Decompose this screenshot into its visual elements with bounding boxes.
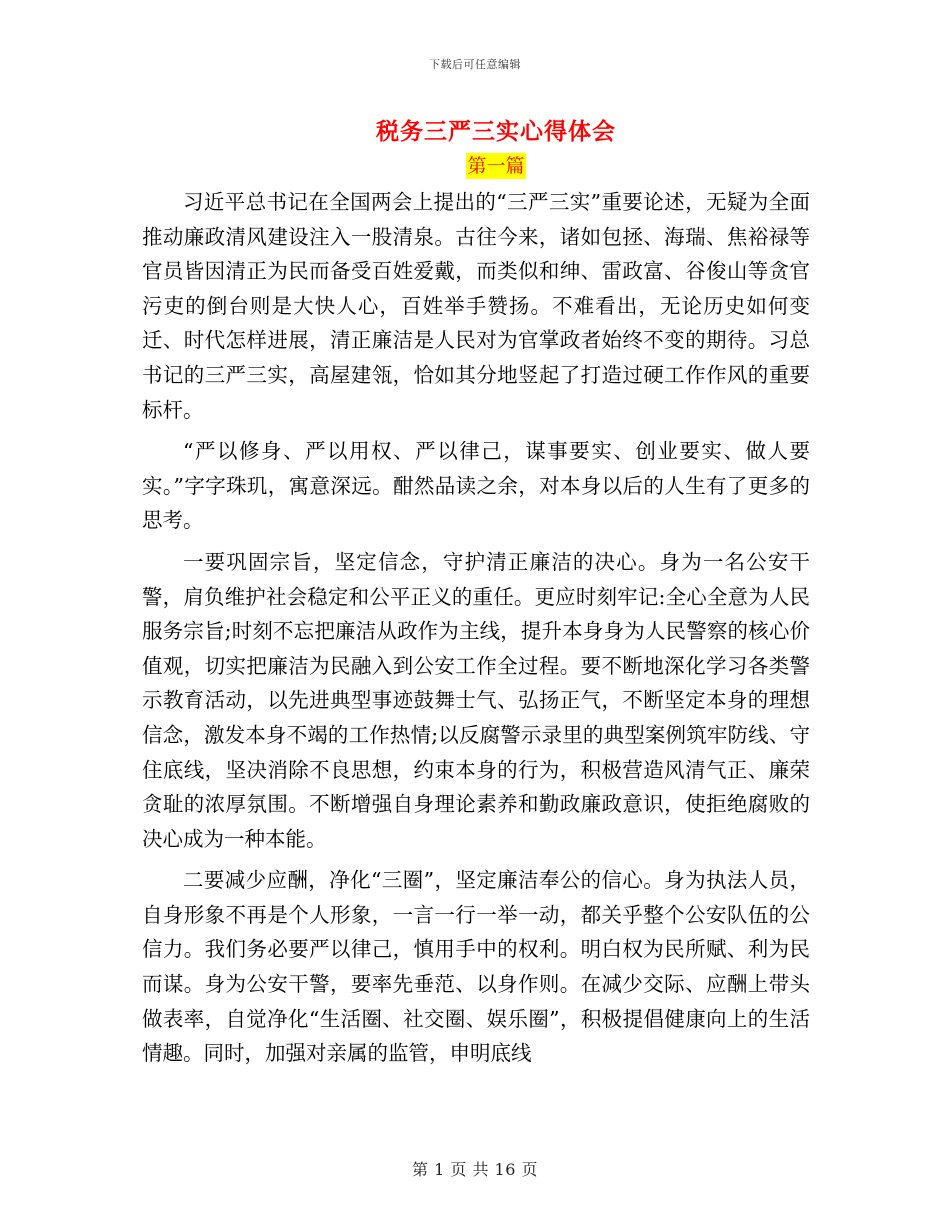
paragraph-2: “严以修身、严以用权、严以律己，谋事要实、创业要实、做人要实。”字字珠玑，寓意深远。酣然品读之余，对本身以后的人生有了更多的思考。 (142, 439, 810, 533)
header-note: 下载后可任意编辑 (429, 58, 521, 71)
document-title: 税务三严三实心得体会 (376, 118, 616, 145)
section-heading-wrap (0, 153, 950, 179)
paragraph-1: 习近平总书记在全国两会上提出的“三严三实”重要论述，无疑为全面推动廉政清风建设注入一股清泉。古往今来，诸如包拯、海瑞、焦裕禄等官员皆因清正为民而备受百姓爱戴，而类似和绅、雷政富、谷俊山等贪官污吏的倒台则是大快人心，百姓举手赞扬。不难看出，无论历史如何变迁、时代怎样进展，清正廉洁是人民对为官掌政者始终不变的期待。习总书记的三严三实，高屋建瓴，恰如其分地竖起了打造过硬工作作风的重要标杆。 (142, 190, 810, 422)
paragraph-3: 一要巩固宗旨，坚定信念，守护清正廉洁的决心。身为一名公安干警，肩负维护社会稳定和公平正义的重任。更应时刻牢记:全心全意为人民服务宗旨;时刻不忘把廉洁从政作为主线，提升本身身为人民警察的核心价值观，切实把廉洁为民融入到公安工作全过程。要不断地深化学习各类警示教育活动，以先进典型事迹鼓舞士气、弘扬正气，不断坚定本身的理想信念，激发本身不竭的工作热情;以反腐警示录里的典型案例筑牢防线、守住底线，坚决消除不良思想，约束本身的行为，积极营造风清气正、廉荣贪耻的浓厚氛围。不断增强自身理论素养和勤政廉政意识，使拒绝腐败的决心成为一种本能。 (142, 549, 810, 851)
page-indicator: 第 1 页 共 16 页 (412, 1160, 538, 1179)
document-body (142, 185, 810, 1078)
paragraph-4: 二要减少应酬，净化“三圈”，坚定廉洁奉公的信心。身为执法人员，自身形象不再是个人形象，一言一行一举一动，都关乎整个公安队伍的公信力。我们务必要严以律己，慎用手中的权利。明白权为民所赋、利为民而谋。身为公安干警，要率先垂范、以身作则。在减少交际、应酬上带头做表率，自觉净化“生活圈、社交圈、娱乐圈”，积极提倡健康向上的生活情趣。同时，加强对亲属的监管，申明底线 (142, 868, 810, 1066)
section-title: 第一篇 (467, 155, 525, 177)
